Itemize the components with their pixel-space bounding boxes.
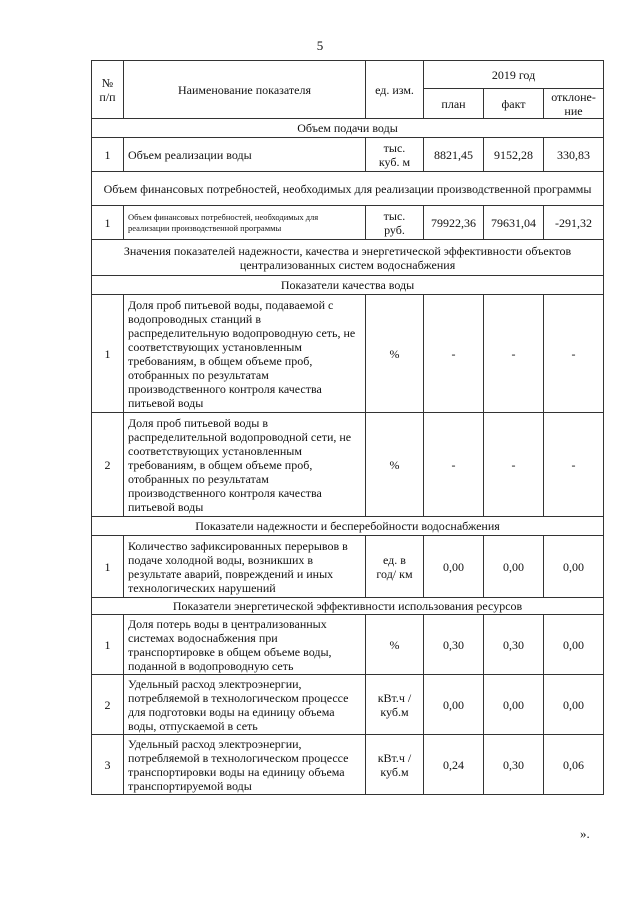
row-unit: тыс. руб. — [366, 206, 424, 240]
table-row — [92, 536, 604, 598]
row-fact: - — [484, 295, 544, 413]
row-unit: кВт.ч / куб.м — [366, 675, 424, 735]
row-plan: 0,00 — [424, 675, 484, 735]
row-plan: 79922,36 — [424, 206, 484, 240]
section-title: Показатели качества воды — [92, 276, 604, 295]
section-title: Значения показателей надежности, качества и энергетической эффективности объектов централизованных систем водоснабжения — [92, 240, 604, 276]
table-row — [92, 138, 604, 172]
table-row — [92, 295, 604, 413]
row-plan: - — [424, 413, 484, 517]
row-fact: 0,00 — [484, 536, 544, 598]
table-row — [92, 735, 604, 795]
row-deviation: 0,00 — [544, 615, 604, 675]
row-unit: тыс. куб. м — [366, 138, 424, 172]
row-num: 1 — [92, 536, 124, 598]
row-fact: - — [484, 413, 544, 517]
section-title: Показатели надежности и бесперебойности водоснабжения — [92, 517, 604, 536]
row-unit: % — [366, 615, 424, 675]
row-fact: 79631,04 — [484, 206, 544, 240]
row-deviation: 0,06 — [544, 735, 604, 795]
section-title: Показатели энергетической эффективности использования ресурсов — [92, 598, 604, 615]
row-unit: ед. в год/ км — [366, 536, 424, 598]
header-name: Наименование показателя — [124, 61, 366, 119]
header-num: № п/п — [92, 61, 124, 119]
row-name: Удельный расход электроэнергии, потребляемой в технологическом процессе для подготовки воды на единицу объема воды, отпускаемой в сеть — [124, 675, 366, 735]
row-num: 1 — [92, 615, 124, 675]
row-deviation: -291,32 — [544, 206, 604, 240]
section-row — [92, 240, 604, 276]
indicators-table — [91, 60, 604, 795]
row-num: 2 — [92, 675, 124, 735]
header-fact: факт — [484, 89, 544, 119]
section-title: Объем финансовых потребностей, необходимых для реализации производственной программы — [92, 172, 604, 206]
row-name: Доля проб питьевой воды в распределительной водопроводной сети, не соответствующих установленным требованиям, в общем объеме проб, отобранных по результатам производственного контроля качества питьевой воды — [124, 413, 366, 517]
row-num: 1 — [92, 138, 124, 172]
header-unit: ед. изм. — [366, 61, 424, 119]
row-num: 2 — [92, 413, 124, 517]
row-num: 1 — [92, 295, 124, 413]
header-row-1 — [92, 61, 604, 89]
row-unit: % — [366, 295, 424, 413]
table-row — [92, 413, 604, 517]
page-number: 5 — [316, 38, 324, 53]
row-deviation: 0,00 — [544, 536, 604, 598]
row-name: Количество зафиксированных перерывов в подаче холодной воды, возникших в результате аварий, повреждений и иных технологических нарушений — [124, 536, 366, 598]
row-unit: кВт.ч / куб.м — [366, 735, 424, 795]
row-unit: % — [366, 413, 424, 517]
row-num: 3 — [92, 735, 124, 795]
row-name: Удельный расход электроэнергии, потребляемой в технологическом процессе транспортировки воды на единицу объема транспортируемой воды — [124, 735, 366, 795]
header-plan: план — [424, 89, 484, 119]
closing-quote-mark: ». — [580, 826, 590, 841]
row-deviation: 330,83 — [544, 138, 604, 172]
section-row — [92, 276, 604, 295]
row-deviation: - — [544, 413, 604, 517]
section-row — [92, 119, 604, 138]
row-deviation: - — [544, 295, 604, 413]
row-name: Доля потерь воды в централизованных системах водоснабжения при транспортировке в общем объеме воды, поданной в водопроводную сеть — [124, 615, 366, 675]
table-row — [92, 206, 604, 240]
section-row — [92, 598, 604, 615]
row-fact: 0,30 — [484, 615, 544, 675]
row-plan: 0,24 — [424, 735, 484, 795]
row-plan: 0,00 — [424, 536, 484, 598]
row-fact: 0,30 — [484, 735, 544, 795]
row-fact: 9152,28 — [484, 138, 544, 172]
section-row — [92, 172, 604, 206]
row-name: Объем реализации воды — [124, 138, 366, 172]
section-title: Объем подачи воды — [92, 119, 604, 138]
table-row — [92, 615, 604, 675]
row-plan: 8821,45 — [424, 138, 484, 172]
row-fact: 0,00 — [484, 675, 544, 735]
row-name: Объем финансовых потребностей, необходимых для реализации производственной программы — [124, 206, 366, 240]
section-row — [92, 517, 604, 536]
table-row — [92, 675, 604, 735]
row-plan: 0,30 — [424, 615, 484, 675]
row-name: Доля проб питьевой воды, подаваемой с водопроводных станций в распределительную водопроводную сеть, не соответствующих установленным требованиям, в общем объеме проб, отобранных по результатам производственного контроля качества питьевой воды — [124, 295, 366, 413]
row-num: 1 — [92, 206, 124, 240]
header-year: 2019 год — [424, 61, 604, 89]
header-deviation: отклоне- ние — [544, 89, 604, 119]
row-deviation: 0,00 — [544, 675, 604, 735]
row-plan: - — [424, 295, 484, 413]
